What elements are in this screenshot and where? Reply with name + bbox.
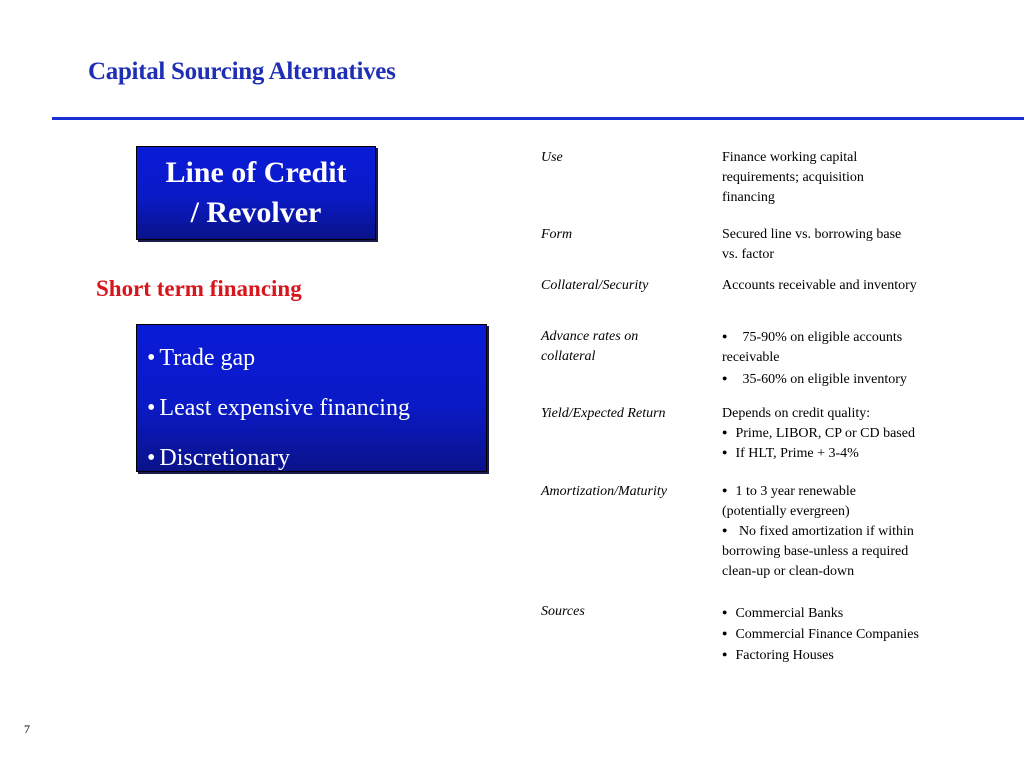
bullet-icon: • [147, 345, 156, 371]
key-point-text: Discretionary [159, 445, 291, 471]
value-text: Factoring Houses [735, 648, 834, 663]
value-line: borrowing base-unless a required [722, 544, 909, 559]
bullet-icon: ● [722, 485, 728, 495]
label-line: collateral [541, 349, 596, 364]
value-line [722, 604, 972, 624]
bullet-icon: • [147, 445, 156, 471]
bullet-icon: ● [722, 607, 728, 617]
row-label-form: Form [541, 227, 573, 242]
value-line: Depends on credit quality: [722, 406, 871, 421]
bullet-icon: ● [722, 649, 728, 659]
label-line: Advance rates on [541, 329, 639, 344]
value-line: clean-up or clean-down [722, 564, 855, 579]
bullet-icon: ● [722, 331, 728, 341]
row-value-use [722, 148, 972, 208]
value-line [722, 522, 972, 542]
page-number: 7 [24, 722, 30, 736]
value-line [722, 424, 972, 444]
row-value-collateral [722, 276, 972, 296]
row-label-amortization: Amortization/Maturity [541, 484, 667, 499]
bullet-icon: ● [722, 373, 728, 383]
row-value-amortization [722, 482, 972, 582]
value-line: Secured line vs. borrowing base [722, 227, 902, 242]
key-point-item [147, 433, 486, 483]
value-line [722, 328, 972, 348]
key-point-text: Least expensive financing [159, 395, 410, 421]
value-line: financing [722, 190, 775, 205]
value-line: requirements; acquisition [722, 170, 864, 185]
section-subtitle: Short term financing [96, 276, 302, 301]
value-line [722, 646, 972, 666]
value-line: receivable [722, 350, 780, 365]
value-text: 35-60% on eligible inventory [742, 372, 907, 387]
bullet-icon: ● [722, 525, 728, 535]
key-point-item [147, 383, 486, 433]
key-points-list [137, 325, 486, 483]
value-line: (potentially evergreen) [722, 504, 850, 519]
row-value-form [722, 225, 972, 265]
value-text: 75-90% on eligible accounts [742, 330, 903, 345]
value-text: If HLT, Prime + 3-4% [735, 446, 859, 461]
row-value-yield [722, 404, 972, 464]
value-text: Commercial Banks [735, 606, 844, 621]
key-points-box [136, 324, 487, 472]
row-label-use: Use [541, 150, 563, 165]
value-text: No fixed amortization if within [738, 524, 914, 539]
bullet-icon: • [147, 395, 156, 421]
value-line [722, 370, 972, 390]
value-text: Prime, LIBOR, CP or CD based [735, 426, 915, 441]
row-value-sources [722, 604, 972, 666]
slide-title: Capital Sourcing Alternatives [88, 58, 396, 85]
title-divider [52, 117, 1024, 120]
value-text: Commercial Finance Companies [735, 627, 919, 642]
value-line: Accounts receivable and inventory [722, 278, 917, 293]
value-line [722, 482, 972, 502]
instrument-title-line-2: / Revolver [190, 196, 322, 229]
value-line [722, 444, 972, 464]
key-point-text: Trade gap [159, 345, 256, 371]
value-text: 1 to 3 year renewable [735, 484, 856, 499]
value-line: Finance working capital [722, 150, 858, 165]
bullet-icon: ● [722, 447, 728, 457]
bullet-icon: ● [722, 427, 728, 437]
bullet-icon: ● [722, 628, 728, 638]
row-label-sources: Sources [541, 604, 585, 619]
row-label-yield: Yield/Expected Return [541, 406, 666, 421]
key-point-item [147, 333, 486, 383]
row-label-advance-rates [541, 327, 711, 367]
row-value-advance-rates [722, 328, 972, 390]
value-line [722, 625, 972, 645]
instrument-title-line-1: Line of Credit [165, 156, 347, 189]
value-line: vs. factor [722, 247, 775, 262]
instrument-title-box [136, 146, 376, 240]
row-label-collateral: Collateral/Security [541, 278, 649, 293]
